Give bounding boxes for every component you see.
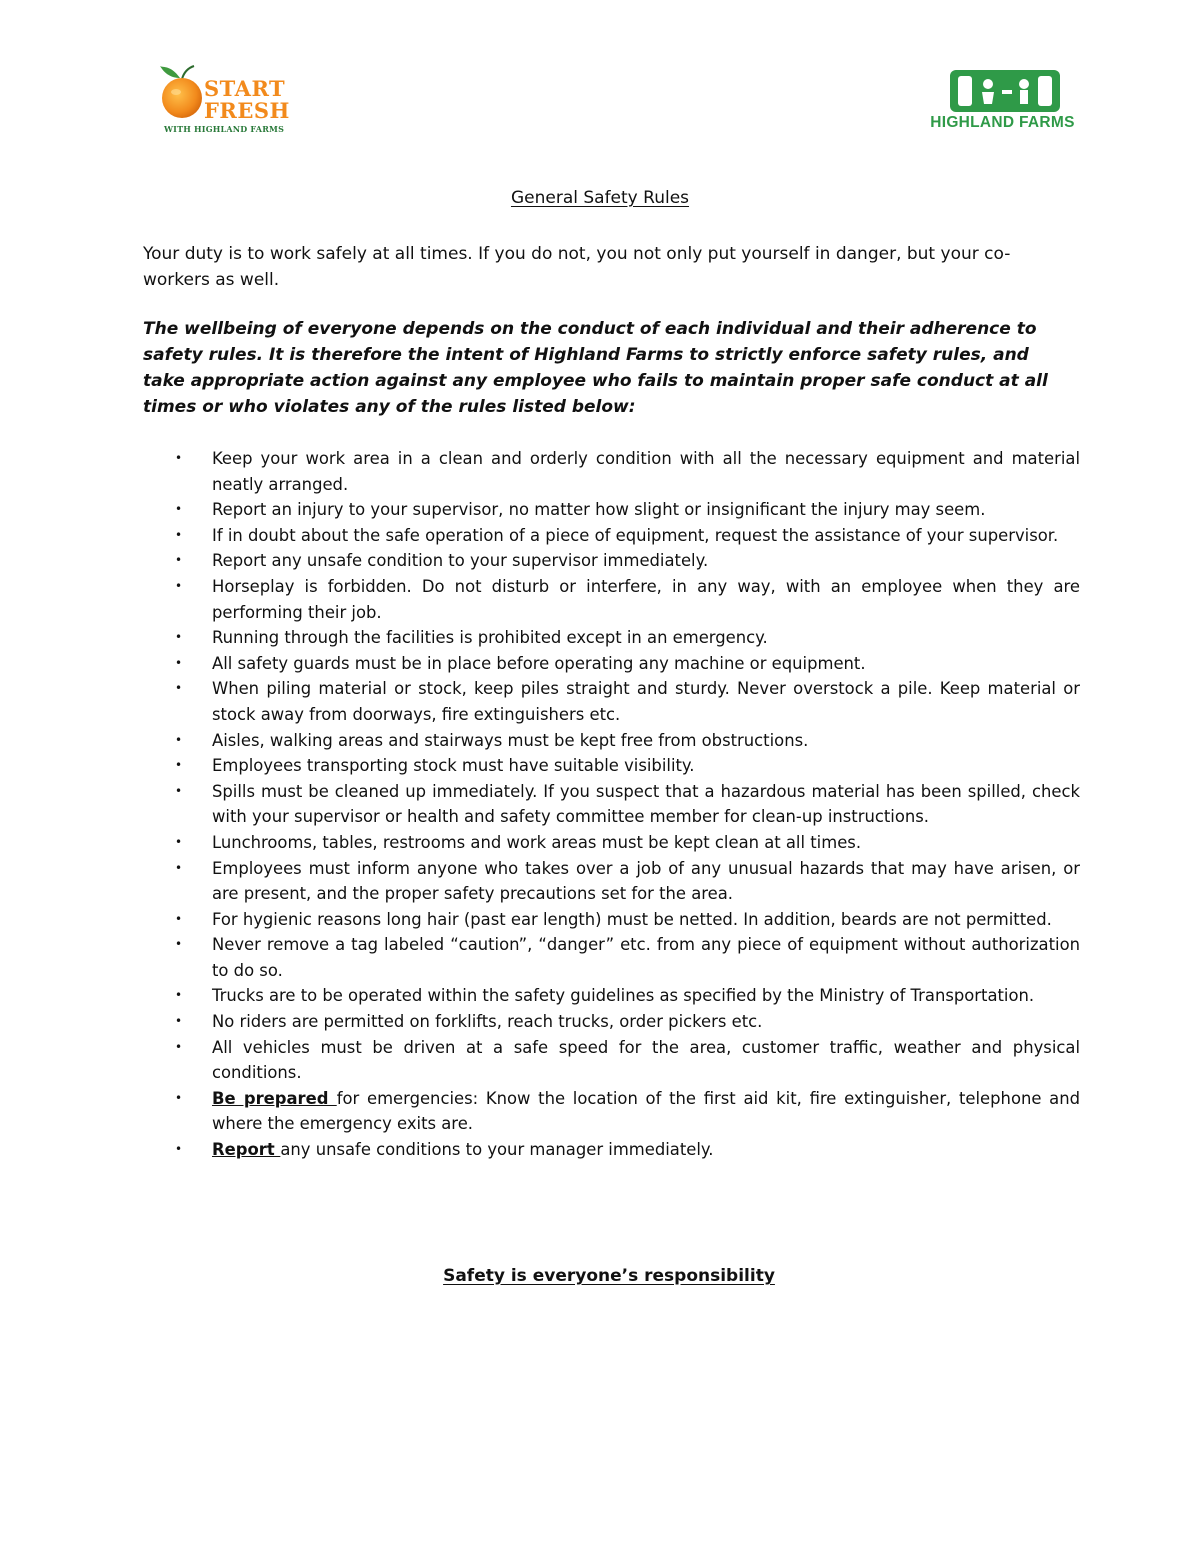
- bullet-icon: •: [175, 1142, 183, 1157]
- rule-text: Trucks are to be operated within the safety guidelines as specified by the Ministry of Transportation.: [212, 986, 1035, 1006]
- rule-list-item: [175, 1035, 1080, 1086]
- rule-list-item: [175, 446, 1080, 497]
- rule-text: All safety guards must be in place before operating any machine or equipment.: [212, 653, 866, 673]
- rule-list-item: [175, 1086, 1080, 1137]
- rule-list-item: [175, 856, 1080, 907]
- rule-lead-emphasis: Be prepared: [212, 1088, 337, 1108]
- rule-list-item: [175, 983, 1080, 1009]
- rule-list-item: [175, 1009, 1080, 1035]
- rule-text: All vehicles must be driven at a safe speed for the area, customer traffic, weather and physical conditions.: [212, 1037, 1080, 1083]
- bullet-icon: •: [175, 988, 183, 1003]
- bullet-icon: •: [175, 937, 183, 952]
- bullet-icon: •: [175, 527, 183, 542]
- bullet-icon: •: [175, 732, 183, 747]
- bullet-icon: •: [175, 553, 183, 568]
- bullet-icon: •: [175, 578, 183, 593]
- highland-farms-logo: [905, 70, 1100, 132]
- rule-text: Spills must be cleaned up immediately. If you suspect that a hazardous material has been spilled, check with your supervisor or health and safety committee member for clean-up instructions.: [212, 781, 1080, 827]
- rule-text: Report an injury to your supervisor, no matter how slight or insignificant the injury may seem.: [212, 500, 986, 520]
- rule-text: any unsafe conditions to your manager immediately.: [280, 1140, 714, 1160]
- bullet-icon: •: [175, 1039, 183, 1054]
- rule-list-item: [175, 497, 1080, 523]
- bullet-icon: •: [175, 834, 183, 849]
- bullet-icon: •: [175, 681, 183, 696]
- rule-list-item: [175, 932, 1080, 983]
- start-fresh-word-start: START: [204, 76, 286, 101]
- bullet-icon: •: [175, 1090, 183, 1105]
- highland-farms-badge-icon: [950, 70, 1060, 112]
- safety-rules-list: [175, 446, 1080, 1163]
- rule-text: No riders are permitted on forklifts, reach trucks, order pickers etc.: [212, 1012, 763, 1032]
- rule-text: Employees transporting stock must have suitable visibility.: [212, 756, 695, 776]
- rule-lead-emphasis: Report: [212, 1140, 281, 1160]
- rule-text: Report any unsafe condition to your supervisor immediately.: [212, 551, 709, 571]
- bullet-icon: •: [175, 630, 183, 645]
- rule-text: for emergencies: Know the location of the first aid kit, fire extinguisher, telephone and where the emergency exits are.: [212, 1088, 1080, 1134]
- bullet-icon: •: [175, 783, 183, 798]
- rule-list-item: [175, 830, 1080, 856]
- rule-text: Never remove a tag labeled “caution”, “danger” etc. from any piece of equipment without authorization to do so.: [212, 935, 1080, 980]
- rule-text: Employees must inform anyone who takes over a job of any unusual hazards that may have arisen, or are present, and the proper safety precautions set for the area.: [212, 858, 1080, 904]
- rule-list-item: [175, 625, 1080, 651]
- bullet-icon: •: [175, 758, 183, 773]
- highland-farms-wordmark: HIGHLAND FARMS: [930, 114, 1075, 131]
- start-fresh-word-fresh: FRESH: [204, 98, 290, 123]
- rule-list-item: [175, 907, 1080, 933]
- rule-text: For hygienic reasons long hair (past ear length) must be netted. In addition, beards are not permitted.: [212, 909, 1052, 929]
- bullet-icon: •: [175, 911, 183, 926]
- intro-paragraph: Your duty is to work safely at all times. If you do not, you not only put yourself in danger, but your co-workers as well.: [143, 244, 1011, 290]
- rule-text: When piling material or stock, keep piles straight and sturdy. Never overstock a pile. Keep material or stock away from doorways, fire extinguishers etc.: [212, 679, 1080, 724]
- rule-list-item: [175, 779, 1080, 830]
- rule-text: Horseplay is forbidden. Do not disturb or interfere, in any way, with an employee when they are performing their job.: [212, 576, 1080, 622]
- rule-list-item: [175, 574, 1080, 625]
- rule-list-item: [175, 1137, 1080, 1163]
- start-fresh-tagline: WITH HIGHLAND FARMS: [164, 124, 285, 134]
- document-title: General Safety Rules: [510, 188, 690, 208]
- orange-fruit-icon: [160, 62, 208, 124]
- rule-text: Lunchrooms, tables, restrooms and work areas must be kept clean at all times.: [212, 832, 862, 852]
- rule-text: Aisles, walking areas and stairways must be kept free from obstructions.: [212, 730, 809, 750]
- start-fresh-logo: [160, 62, 290, 136]
- rule-text: Keep your work area in a clean and orderly condition with all the necessary equipment and material neatly arranged.: [212, 449, 1080, 494]
- rule-list-item: [175, 676, 1080, 727]
- rule-list-item: [175, 651, 1080, 677]
- bullet-icon: •: [175, 655, 183, 670]
- bullet-icon: •: [175, 502, 183, 517]
- rule-text: If in doubt about the safe operation of a piece of equipment, request the assistance of your supervisor.: [212, 525, 1059, 545]
- rule-list-item: [175, 728, 1080, 754]
- rule-list-item: [175, 523, 1080, 549]
- policy-paragraph: The wellbeing of everyone depends on the conduct of each individual and their adherence to safety rules. It is therefore the intent of Highland Farms to strictly enforce safety rules, and take appropriate action against any employee who fails to maintain proper safe conduct at all times or who violates any of the rules listed below:: [143, 319, 1048, 417]
- rule-list-item: [175, 548, 1080, 574]
- closing-statement: Safety is everyone’s responsibility: [443, 1266, 775, 1286]
- bullet-icon: •: [175, 860, 183, 875]
- bullet-icon: •: [175, 1014, 183, 1029]
- rule-text: Running through the facilities is prohibited except in an emergency.: [212, 628, 768, 648]
- bullet-icon: •: [175, 451, 183, 465]
- rule-list-item: [175, 753, 1080, 779]
